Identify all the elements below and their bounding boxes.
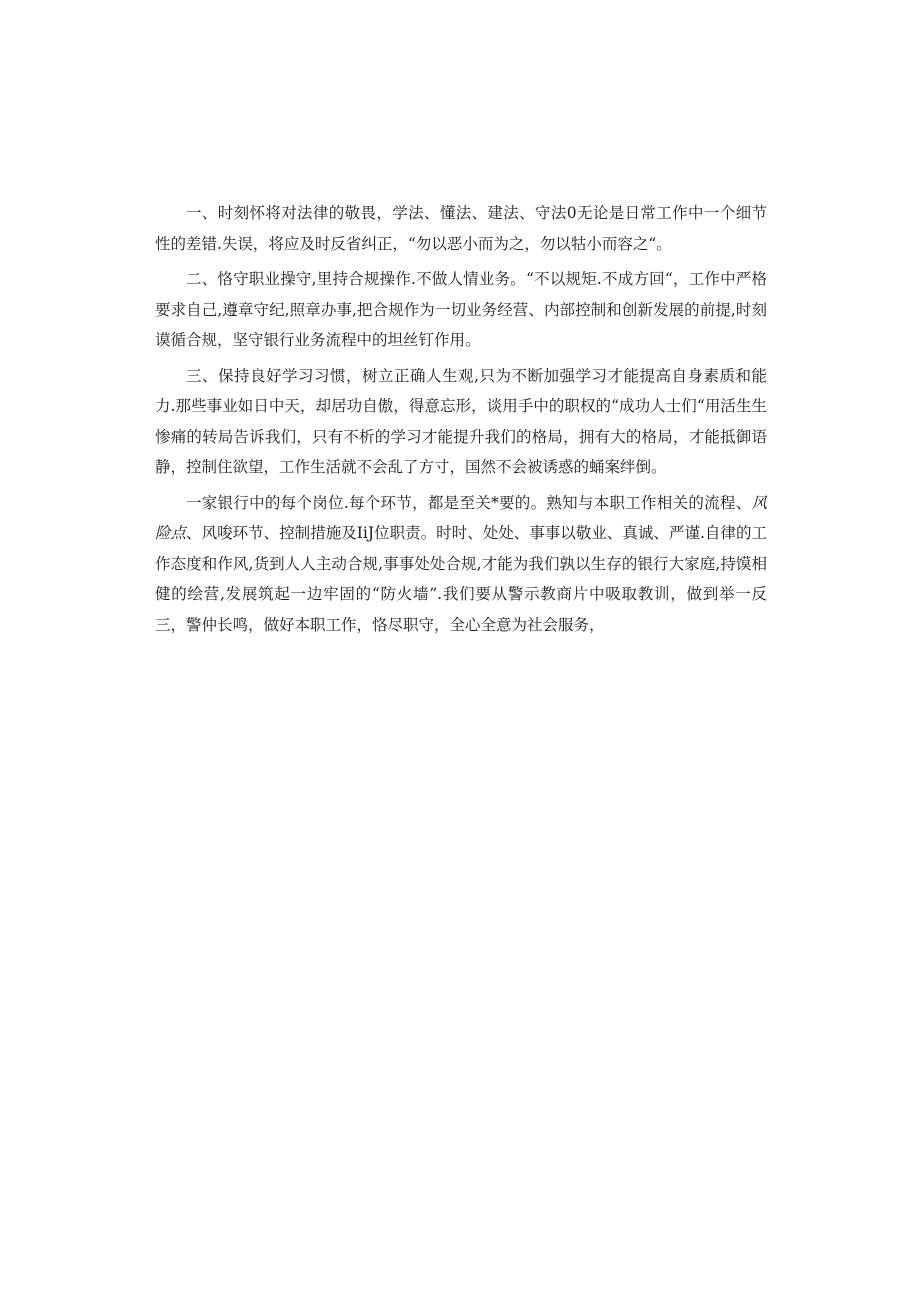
paragraph-4-italic-term: 风险点 [155,493,767,542]
paragraph-4-part-1: 一家银行中的每个岗位.每个环节，都是至关*要的。熟知与本职工作相关的流程、 [186,493,752,512]
paragraph-4-part-2: 、风唆环节、控制措施及IiJ位职责。时时、处处、事事以敬业、真诚、严谨.自律的工作态度和作风,货到人人主动合规,事事处处合规,才能为我们孰以生存的银行大家庭,持馍相健的绘营,发展筑起一边牢固的“防火墙”.我们要从警示教商片中吸取教训，做到举一反三，警仲长鸣，做好本职工作，恪尽职守，全心全意为社会服务， [155,524,767,634]
document-body [155,198,767,645]
paragraph-1: 一、时刻怀将对法律的敬畏，学法、懂法、建法、守法0无论是日常工作中一个细节性的差错.失误，将应及时反省纠正，“勿以恶小而为之，勿以牯小而容之“。 [155,204,767,253]
paragraph-3: 三、保持良好学习习惯，树立正确人生观,只为不断加强学习才能提高自身素质和能力.那些事业如日中天，却居功自傲，得意忘形，谈用手中的职权的“成功人士们“用活生生惨痛的转局告诉我们，只有不析的学习才能提升我们的格局，拥有大的格局，才能抵御语静，控制住欲望，工作生活就不会乱了方寸，国然不会被诱惑的蛹案绊倒。 [155,366,767,476]
paragraph-4 [155,488,767,641]
paragraph-2: 二、恪守职业操守,里持合规操作.不做人情业务。“不以规矩.不成方回“，工作中严格要求自己,遵章守纪,照章办事,把合规作为一切业务经营、内部控制和创新发展的前提,时刻谟循合规，坚守银行业务流程中的坦丝钉作用。 [155,270,767,349]
